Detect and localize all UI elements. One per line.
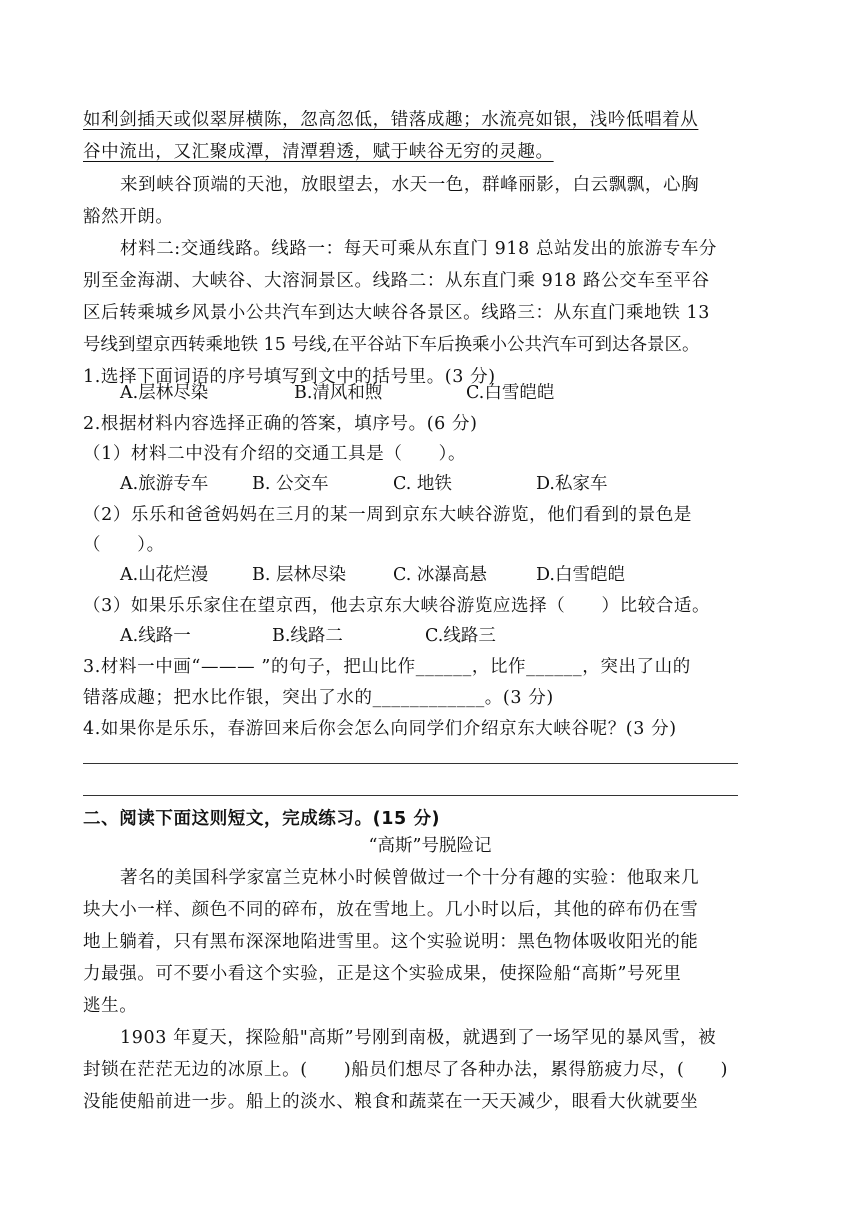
passage-line: 逃生。 [83, 996, 138, 1016]
passage-line: 没能使船前进一步。船上的淡水、粮食和蔬菜在一天天减少，眼看大伙就要坐 [83, 1092, 699, 1112]
q2-sub2-option-b: B. 层林尽染 [252, 565, 346, 585]
material2-line: 材料二:交通线路。线路一：每天可乘从东直门 918 总站发出的旅游专车分 [120, 239, 718, 259]
question-2-stem: 2.根据材料内容选择正确的答案，填序号。(6 分) [83, 414, 478, 434]
passage-line: 块大小一样、颜色不同的碎布，放在雪地上。几小时以后，其他的碎布仍在雪 [83, 900, 699, 920]
q2-sub3-option-c: C.线路三 [425, 626, 496, 646]
q1-option-b: B.清风和煦 [294, 383, 383, 403]
q2-sub1-option-c: C. 地铁 [393, 474, 452, 494]
passage-title: “高斯”号脱险记 [368, 836, 492, 856]
q2-sub1-stem: （1）材料二中没有介绍的交通工具是（ ）。 [83, 444, 467, 464]
material1-line: 谷中流出，又汇聚成潭，清潭碧透，赋于峡谷无穷的灵趣。 [83, 142, 554, 162]
q2-sub2-option-d: D.白雪皑皑 [536, 565, 625, 585]
material1-line: 来到峡谷顶端的天池，放眼望去，水天一色，群峰丽影，白云飘飘，心胸 [120, 175, 700, 195]
q2-sub3-stem: （3）如果乐乐家住在望京西，他去京东大峡谷游览应选择（ ）比较合适。 [83, 596, 711, 616]
passage-line: 力最强。可不要小看这个实验，正是这个实验成果，使探险船“高斯”号死里 [83, 964, 682, 984]
q1-option-a: A.层林尽染 [120, 383, 209, 403]
question-3-line: 错落成趣；把水比作银，突出了水的____________。(3 分) [83, 688, 554, 708]
q2-sub1-option-d: D.私家车 [536, 474, 608, 494]
q2-sub3-option-a: A.线路一 [120, 626, 191, 646]
material2-line: 号线到望京西转乘地铁 15 号线,在平谷站下车后换乘小公共汽车可到达各景区。 [83, 335, 700, 355]
material1-line: 如利剑插天或似翠屏横陈，忽高忽低，错落成趣；水流亮如银，浅吟低唱着从 [83, 110, 699, 130]
question-1-stem: 1.选择下面词语的序号填写到文中的括号里。(3 分) [83, 367, 496, 387]
q2-sub2-stem: （2）乐乐和爸爸妈妈在三月的某一周到京东大峡谷游览，他们看到的景色是 [83, 505, 693, 525]
question-4-stem: 4.如果你是乐乐，春游回来后你会怎么向同学们介绍京东大峡谷呢？(3 分) [83, 719, 677, 739]
passage-line: 地上躺着，只有黑布深深地陷进雪里。这个实验说明：黑色物体吸收阳光的能 [83, 932, 699, 952]
q2-sub2-option-a: A.山花烂漫 [120, 565, 209, 585]
material2-line: 别至金海湖、大峡谷、大溶洞景区。线路二：从东直门乘 918 路公交车至平谷 [83, 271, 710, 291]
q2-sub3-option-b: B.线路二 [272, 626, 343, 646]
section-2-heading: 二、阅读下面这则短文，完成练习。(15 分) [83, 809, 441, 829]
passage-line: 封锁在茫茫无边的冰原上。( )船员们想尽了各种办法，累得筋疲力尽，( ) [83, 1060, 729, 1080]
passage-line: 1903 年夏天，探险船"高斯”号刚到南极，就遇到了一场罕见的暴风雪，被 [120, 1028, 717, 1048]
q2-sub2-stem: （ ）。 [83, 535, 165, 555]
answer-line[interactable] [83, 763, 738, 764]
q2-sub1-option-a: A.旅游专车 [120, 474, 209, 494]
q2-sub1-option-b: B. 公交车 [252, 474, 329, 494]
material1-line: 豁然开朗。 [83, 207, 174, 227]
material2-line: 区后转乘城乡风景小公共汽车到达大峡谷各景区。线路三：从东直门乘地铁 13 [83, 303, 710, 323]
q2-sub2-option-c: C. 冰瀑高悬 [393, 565, 487, 585]
question-3-line: 3.材料一中画“——— ”的句子，把山比作______，比作______，突出了山的 [83, 657, 691, 677]
q1-option-c: C.白雪皑皑 [466, 383, 555, 403]
passage-line: 著名的美国科学家富兰克林小时候曾做过一个十分有趣的实验：他取来几 [120, 868, 700, 888]
answer-line[interactable] [83, 795, 738, 796]
